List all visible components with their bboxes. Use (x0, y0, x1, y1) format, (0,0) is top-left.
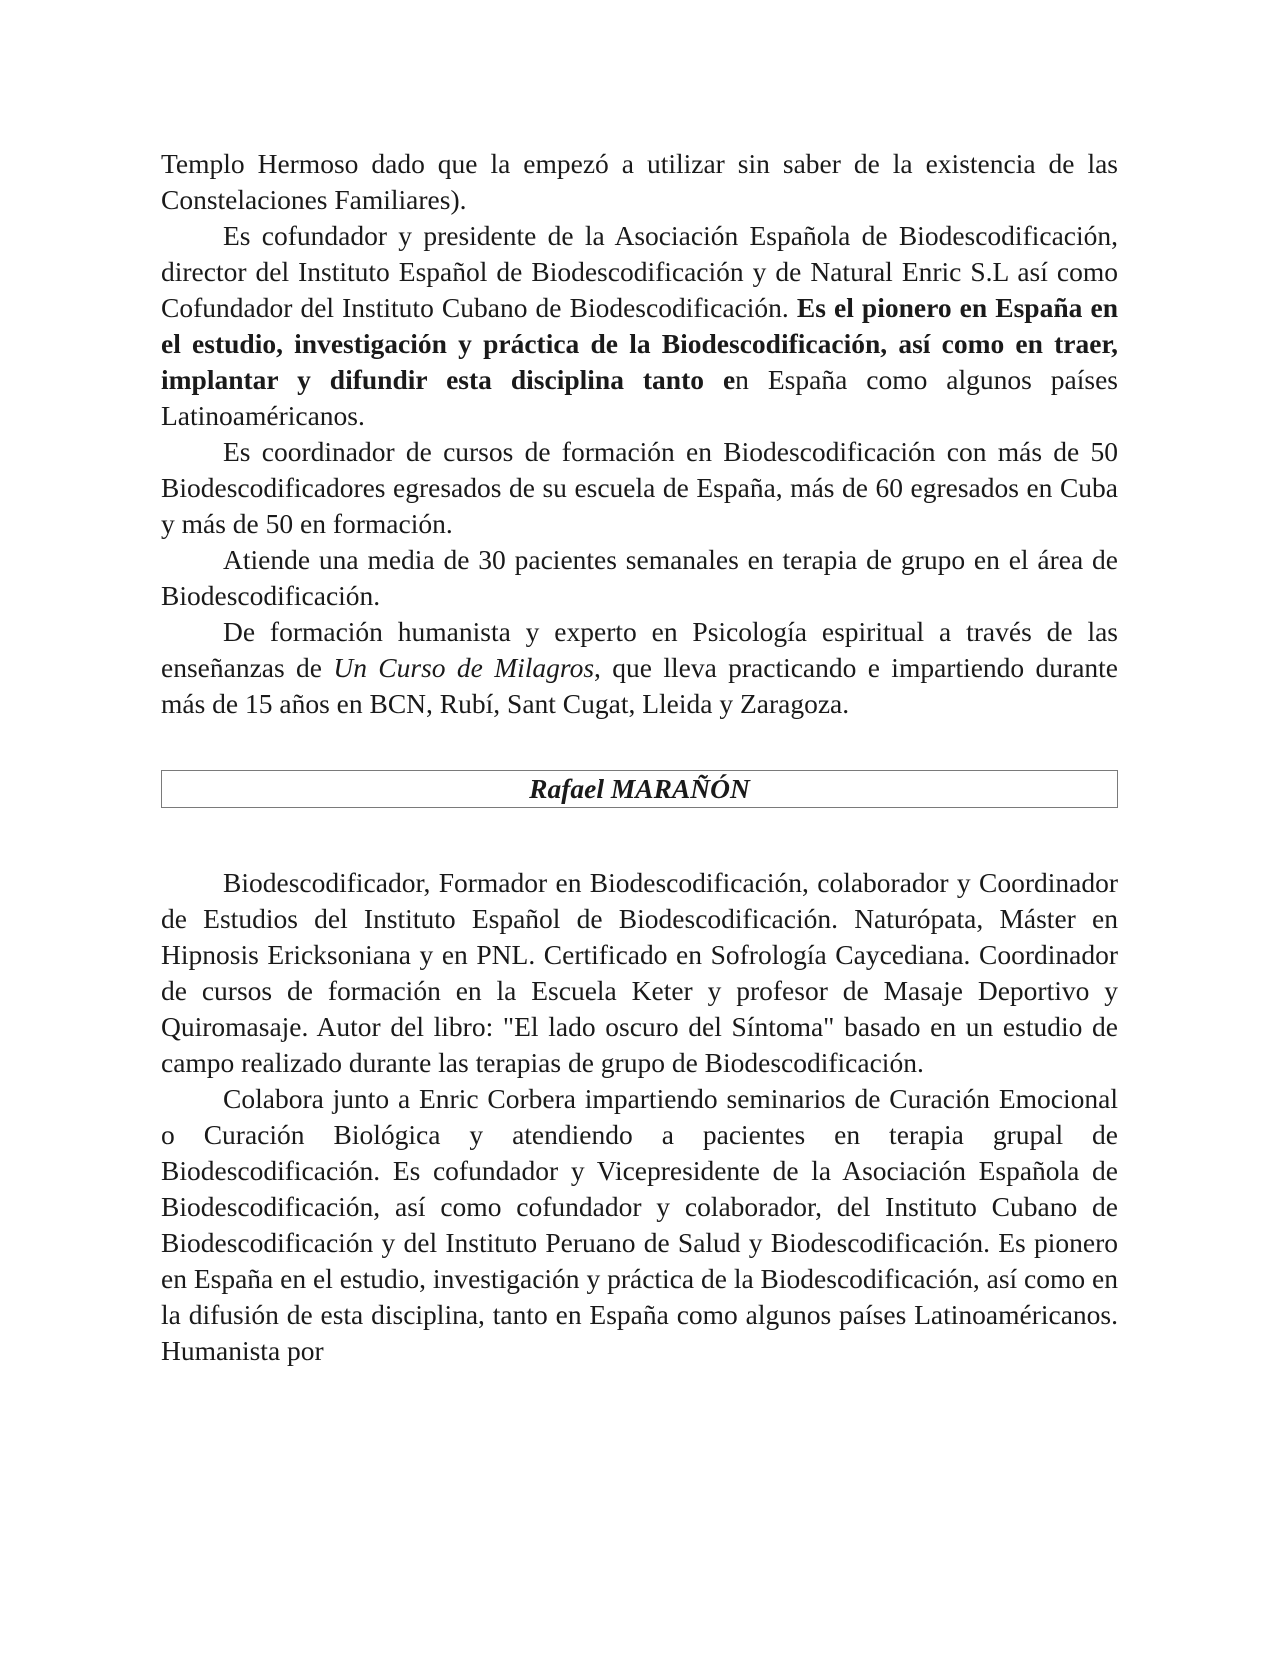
bold-text: Es el pionero en España en el estudio, investigación y práctica de la Biodescodificación, así como en traer, implantar y difundir esta disciplina tanto e (161, 292, 1118, 395)
paragraph-text: n España como algunos países Latinoaméricanos. (161, 364, 1118, 431)
section-heading: Rafael MARAÑÓN (161, 770, 1118, 808)
paragraph-text: Es cofundador y presidente de la Asociación Española de Biodescodificación, director del Instituto Español de Biodescodificación y de Natural Enric S.L así como Cofundador del Instituto Cubano de Biodescodificación. (161, 220, 1118, 323)
italic-title: Un Curso de Milagros (333, 652, 595, 683)
paragraph-text: , que lleva practicando e impartiendo durante más de 15 años en BCN, Rubí, Sant Cugat, Lleida y Zaragoza. (161, 652, 1118, 719)
paragraph-continuation: Templo Hermoso dado que la empezó a utilizar sin saber de la existencia de las Constelaciones Familiares). (161, 148, 1118, 215)
paragraph-patients: Atiende una media de 30 pacientes semanales en terapia de grupo en el área de Biodescodificación. (161, 544, 1118, 611)
paragraph-courses: Es coordinador de cursos de formación en Biodescodificación con más de 50 Biodescodificadores egresados de su escuela de España, más de 60 egresados en Cuba y más de 50 en formación. (161, 436, 1118, 539)
paragraph-cofounder (161, 218, 1118, 434)
spacer (161, 808, 1118, 865)
paragraph-bio: Biodescodificador, Formador en Biodescodificación, colaborador y Coordinador de Estudios del Instituto Español de Biodescodificación. Naturópata, Máster en Hipnosis Ericksoniana y en PNL. Certificado en Sofrología Caycediana. Coordinador de cursos de formación en la Escuela Keter y profesor de Masaje Deportivo y Quiromasaje. Autor del libro: "El lado oscuro del Síntoma" basado en un estudio de campo realizado durante las terapias de grupo de Biodescodificación. (161, 867, 1118, 1078)
document-page (161, 146, 1118, 1369)
paragraph-text: De formación humanista y experto en Psicología espiritual a través de las enseñanzas de (161, 616, 1118, 683)
paragraph-training (161, 614, 1118, 722)
paragraph-collaboration: Colabora junto a Enric Corbera impartiendo seminarios de Curación Emocional o Curación Biológica y atendiendo a pacientes en terapia grupal de Biodescodificación. Es cofundador y Vicepresidente de la Asociación Española de Biodescodificación, así como cofundador y colaborador, del Instituto Cubano de Biodescodificación y del Instituto Peruano de Salud y Biodescodificación. Es pionero en España en el estudio, investigación y práctica de la Biodescodificación, así como en la difusión de esta disciplina, tanto en España como algunos países Latinoaméricanos. Humanista por (161, 1083, 1118, 1366)
